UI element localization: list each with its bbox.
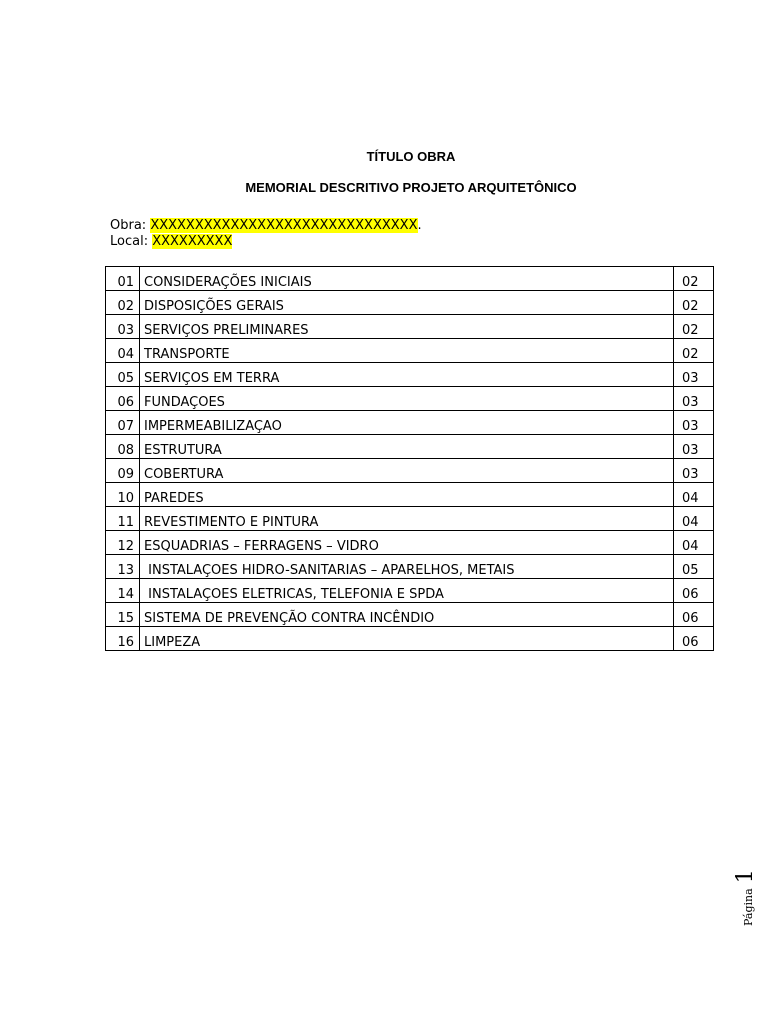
table-row (106, 459, 714, 483)
table-row (106, 411, 714, 435)
table-row (106, 531, 714, 555)
document-subtitle: MEMORIAL DESCRITIVO PROJETO ARQUITETÔNICO (245, 180, 577, 195)
table-row (106, 603, 714, 627)
toc-item-number: 16 (106, 627, 140, 651)
toc-body (106, 267, 714, 651)
toc-item-title: REVESTIMENTO E PINTURA (140, 507, 674, 531)
page-number-rotated (733, 869, 758, 926)
toc-item-page: 03 (674, 363, 714, 387)
table-row (106, 555, 714, 579)
toc-item-title: ESQUADRIAS – FERRAGENS – VIDRO (140, 531, 674, 555)
toc-item-title: TRANSPORTE (140, 339, 674, 363)
toc-item-title: COBERTURA (140, 459, 674, 483)
toc-item-page: 04 (674, 531, 714, 555)
toc-item-page: 02 (674, 267, 714, 291)
toc-item-page: 06 (674, 627, 714, 651)
table-row (106, 627, 714, 651)
local-value: XXXXXXXXX (152, 234, 233, 249)
toc-item-title: PAREDES (140, 483, 674, 507)
toc-item-number: 10 (106, 483, 140, 507)
toc-item-page: 05 (674, 555, 714, 579)
toc-item-title: DISPOSIÇÕES GERAIS (140, 291, 674, 315)
toc-item-number: 15 (106, 603, 140, 627)
toc-item-number: 13 (106, 555, 140, 579)
toc-item-title: LIMPEZA (140, 627, 674, 651)
toc-item-title: IMPERMEABILIZAÇAO (140, 411, 674, 435)
table-row (106, 435, 714, 459)
toc-item-title: SERVIÇOS EM TERRA (140, 363, 674, 387)
table-row (106, 579, 714, 603)
table-row (106, 339, 714, 363)
toc-item-page: 03 (674, 459, 714, 483)
table-row (106, 315, 714, 339)
document-title: TÍTULO OBRA (366, 149, 456, 164)
table-row (106, 267, 714, 291)
toc-item-title: CONSIDERAÇÕES INICIAIS (140, 267, 674, 291)
page-number: 1 (733, 869, 758, 884)
table-of-contents (105, 266, 714, 651)
toc-item-number: 07 (106, 411, 140, 435)
obra-label: Obra: (110, 218, 151, 233)
toc-item-number: 08 (106, 435, 140, 459)
toc-item-number: 05 (106, 363, 140, 387)
local-line (110, 234, 232, 250)
toc-item-page: 04 (674, 483, 714, 507)
toc-item-page: 06 (674, 603, 714, 627)
obra-value: XXXXXXXXXXXXXXXXXXXXXXXXXXXXXX (150, 218, 418, 233)
table-row (106, 363, 714, 387)
table-row (106, 507, 714, 531)
toc-item-title: FUNDAÇOES (140, 387, 674, 411)
toc-item-title: SERVIÇOS PRELIMINARES (140, 315, 674, 339)
toc-item-title: ESTRUTURA (140, 435, 674, 459)
obra-suffix: . (417, 218, 422, 233)
toc-item-number: 01 (106, 267, 140, 291)
obra-line (110, 218, 422, 234)
table-row (106, 483, 714, 507)
table-row (106, 387, 714, 411)
toc-item-title: INSTALAÇOES HIDRO-SANITARIAS – APARELHOS, METAIS (140, 555, 674, 579)
toc-item-number: 14 (106, 579, 140, 603)
table-row (106, 291, 714, 315)
toc-item-number: 03 (106, 315, 140, 339)
toc-item-page: 02 (674, 339, 714, 363)
toc-item-page: 03 (674, 435, 714, 459)
toc-item-page: 06 (674, 579, 714, 603)
toc-item-number: 11 (106, 507, 140, 531)
local-label: Local: (110, 234, 153, 249)
toc-item-number: 12 (106, 531, 140, 555)
toc-item-page: 03 (674, 411, 714, 435)
toc-item-title: SISTEMA DE PREVENÇÃO CONTRA INCÊNDIO (140, 603, 674, 627)
toc-item-page: 02 (674, 315, 714, 339)
page-number-footer (733, 869, 763, 932)
page-label: Página (742, 888, 755, 926)
toc-item-number: 09 (106, 459, 140, 483)
toc-item-number: 04 (106, 339, 140, 363)
toc-item-number: 06 (106, 387, 140, 411)
toc-item-page: 03 (674, 387, 714, 411)
toc-item-page: 02 (674, 291, 714, 315)
toc-item-number: 02 (106, 291, 140, 315)
toc-item-title: INSTALAÇOES ELETRICAS, TELEFONIA E SPDA (140, 579, 674, 603)
toc-item-page: 04 (674, 507, 714, 531)
